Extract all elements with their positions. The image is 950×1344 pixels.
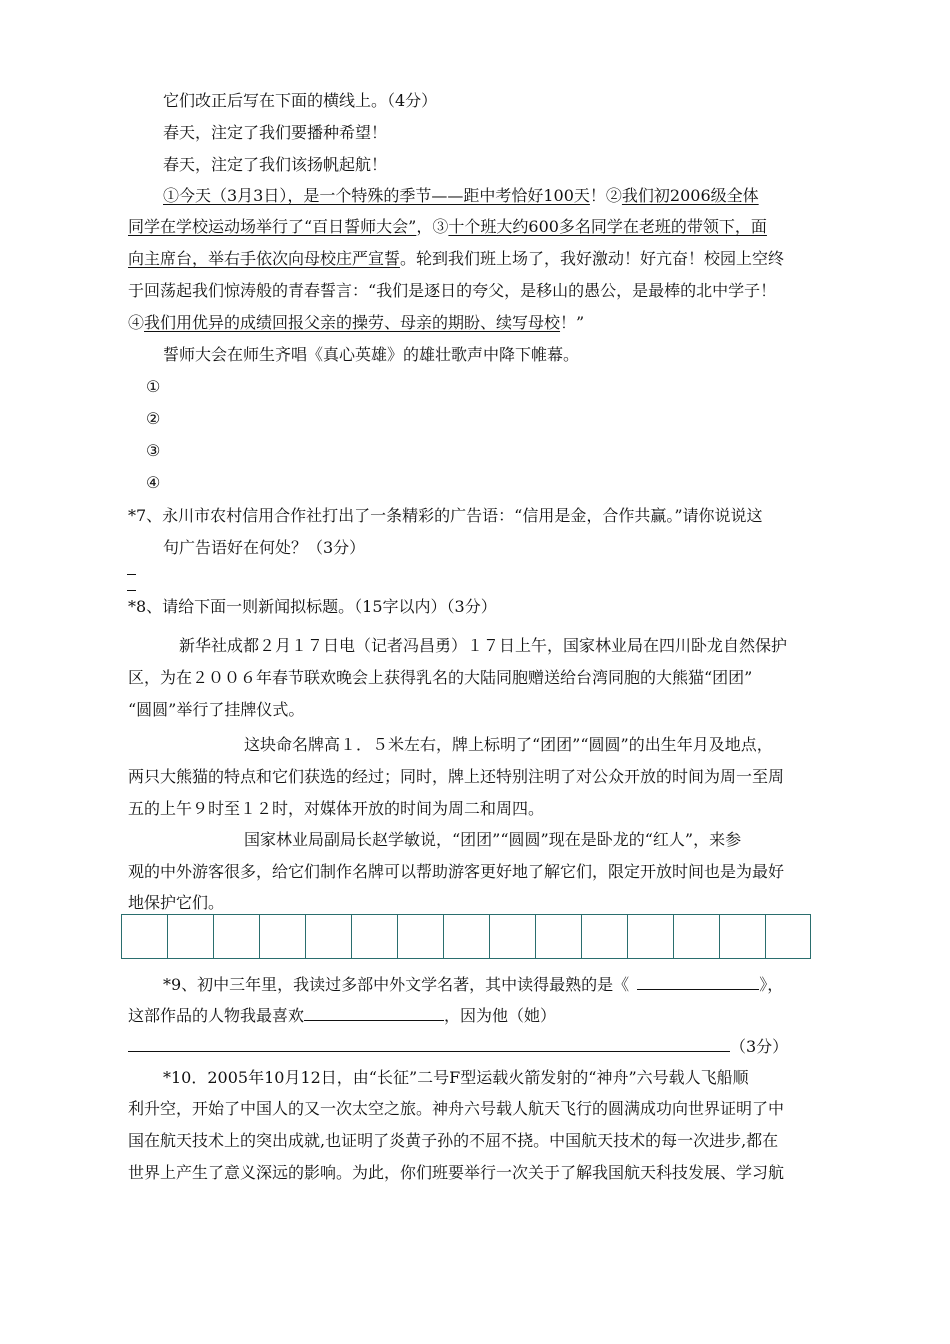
book-title-blank[interactable] <box>637 973 759 990</box>
passage-line-1 <box>163 185 759 207</box>
q9-prompt-b: 》， <box>759 975 784 994</box>
grid-cell[interactable] <box>674 915 720 958</box>
answer-label-2: ② <box>146 409 161 428</box>
sentence-3-tail: 。轮到我们班上场了，我好激动！好亢奋！校园上空终 <box>400 249 785 268</box>
sentence-4-tail: ！” <box>560 313 585 332</box>
q6-intro-line: 它们改正后写在下面的横线上。（4分） <box>163 91 438 110</box>
sentence-1-underlined: ①今天（3月3日），是一个特殊的季节——距中考恰好100天 <box>163 186 590 205</box>
q10-line-1: *10．2005年10月12日，由“长征”二号F型运载火箭发射的“神舟”六号载人飞船顺 <box>163 1068 749 1087</box>
sentence-2-underlined-b: 同学在学校运动场举行了“百日誓师大会” <box>128 217 417 236</box>
q10-line-4: 世界上产生了意义深远的影响。为此，你们班要举行一次关于了解我国航天科技发展、学习航 <box>128 1163 785 1182</box>
passage-line-4: 于回荡起我们惊涛般的青春誓言：“我们是逐日的夸父，是移山的愚公，是最棒的北中学子！ <box>128 281 777 300</box>
poem-line-1: 春天，注定了我们要播种希望！ <box>163 123 388 142</box>
q8-prompt: *8、请给下面一则新闻拟标题。（15字以内）（3分） <box>128 597 497 616</box>
sentence-2-underlined-a: 我们初2006级全体 <box>621 186 759 205</box>
news-line-5: 两只大熊猫的特点和它们获选的经过；同时，牌上还特别注明了对公众开放的时间为周一至周 <box>128 767 785 786</box>
grid-cell[interactable] <box>490 915 536 958</box>
grid-cell[interactable] <box>214 915 260 958</box>
grid-cell[interactable] <box>536 915 582 958</box>
answer-label-3: ③ <box>146 441 161 460</box>
grid-cell[interactable] <box>720 915 766 958</box>
news-line-6: 五的上午９时至１２时，对媒体开放的时间为周二和周四。 <box>128 799 545 818</box>
grid-cell[interactable] <box>628 915 674 958</box>
passage-ending: 誓师大会在师生齐唱《真心英雄》的雄壮歌声中降下帷幕。 <box>163 345 580 364</box>
news-line-8: 观的中外游客很多，给它们制作名牌可以帮助游客更好地了解它们，限定开放时间也是为最好 <box>128 862 785 881</box>
q7-prompt-line-2: 句广告语好在何处？（3分） <box>163 538 366 557</box>
q10-line-2: 利升空，开始了中国人的又一次太空之旅。神舟六号载人航天飞行的圆满成功向世界证明了中 <box>128 1099 785 1118</box>
passage-line-5 <box>128 312 584 334</box>
news-line-3: “圆圆”举行了挂牌仪式。 <box>128 700 305 719</box>
poem-line-2: 春天，注定了我们该扬帆起航！ <box>163 155 388 174</box>
grid-cell[interactable] <box>260 915 306 958</box>
q9-prompt-d: ，因为他（她） <box>444 1006 557 1025</box>
news-line-4: 这块命名牌高１．５米左右，牌上标明了“团团”“圆圆”的出生年月及地点， <box>244 735 773 754</box>
answer-label-1: ① <box>146 377 161 396</box>
sentence-2-tail: ，③ <box>416 217 449 236</box>
grid-cell[interactable] <box>352 915 398 958</box>
sentence-3-underlined-b: 向主席台，举右手依次向母校庄严宣誓 <box>128 249 401 268</box>
q9-score: （3分） <box>730 1037 789 1056</box>
passage-line-3 <box>128 248 784 270</box>
q9-prompt-c: 这部作品的人物我最喜欢 <box>128 1006 305 1025</box>
grid-cell[interactable] <box>582 915 628 958</box>
sentence-1-tail: ！② <box>589 186 622 205</box>
q9-line-1 <box>163 973 783 996</box>
answer-label-4: ④ <box>146 473 161 492</box>
q7-answer-mark-1 <box>127 574 136 575</box>
sentence-4-number: ④ <box>128 313 145 332</box>
news-line-1: 新华社成都２月１７日电（记者冯昌勇）１７日上午，国家林业局在四川卧龙自然保护 <box>179 636 788 655</box>
grid-cell[interactable] <box>306 915 352 958</box>
grid-cell[interactable] <box>122 915 168 958</box>
q9-prompt-a: *9、初中三年里，我读过多部中外文学名著，其中读得最熟的是《 <box>163 975 630 994</box>
q9-line-2 <box>128 1004 556 1027</box>
q7-answer-mark-2 <box>127 590 136 591</box>
grid-cell[interactable] <box>444 915 490 958</box>
q7-prompt-line-1: *7、永川市农村信用合作社打出了一条精彩的广告语：“信用是金，合作共赢。”请你说说这 <box>128 506 763 525</box>
sentence-4-underlined: 我们用优异的成绩回报父亲的操劳、母亲的期盼、续写母校 <box>144 313 561 332</box>
reason-blank[interactable] <box>128 1035 730 1052</box>
q10-line-3: 国在航天技术上的突出成就,也证明了炎黄子孙的不屈不挠。中国航天技术的每一次进步,都在 <box>128 1131 779 1150</box>
title-answer-grid <box>121 914 811 959</box>
q9-line-3 <box>128 1035 788 1058</box>
grid-cell[interactable] <box>168 915 214 958</box>
news-line-2: 区，为在２００６年春节联欢晚会上获得乳名的大陆同胞赠送给台湾同胞的大熊猫“团团” <box>128 668 753 687</box>
character-blank[interactable] <box>304 1004 444 1021</box>
news-line-7: 国家林业局副局长赵学敏说，“团团”“圆圆”现在是卧龙的“红人”，来参 <box>244 830 742 849</box>
sentence-3-underlined-a: 十个班大约600多名同学在老班的带领下，面 <box>448 217 767 236</box>
grid-cell[interactable] <box>398 915 444 958</box>
grid-cell[interactable] <box>766 915 810 958</box>
passage-line-2 <box>128 216 767 238</box>
news-line-9: 地保护它们。 <box>128 893 225 912</box>
